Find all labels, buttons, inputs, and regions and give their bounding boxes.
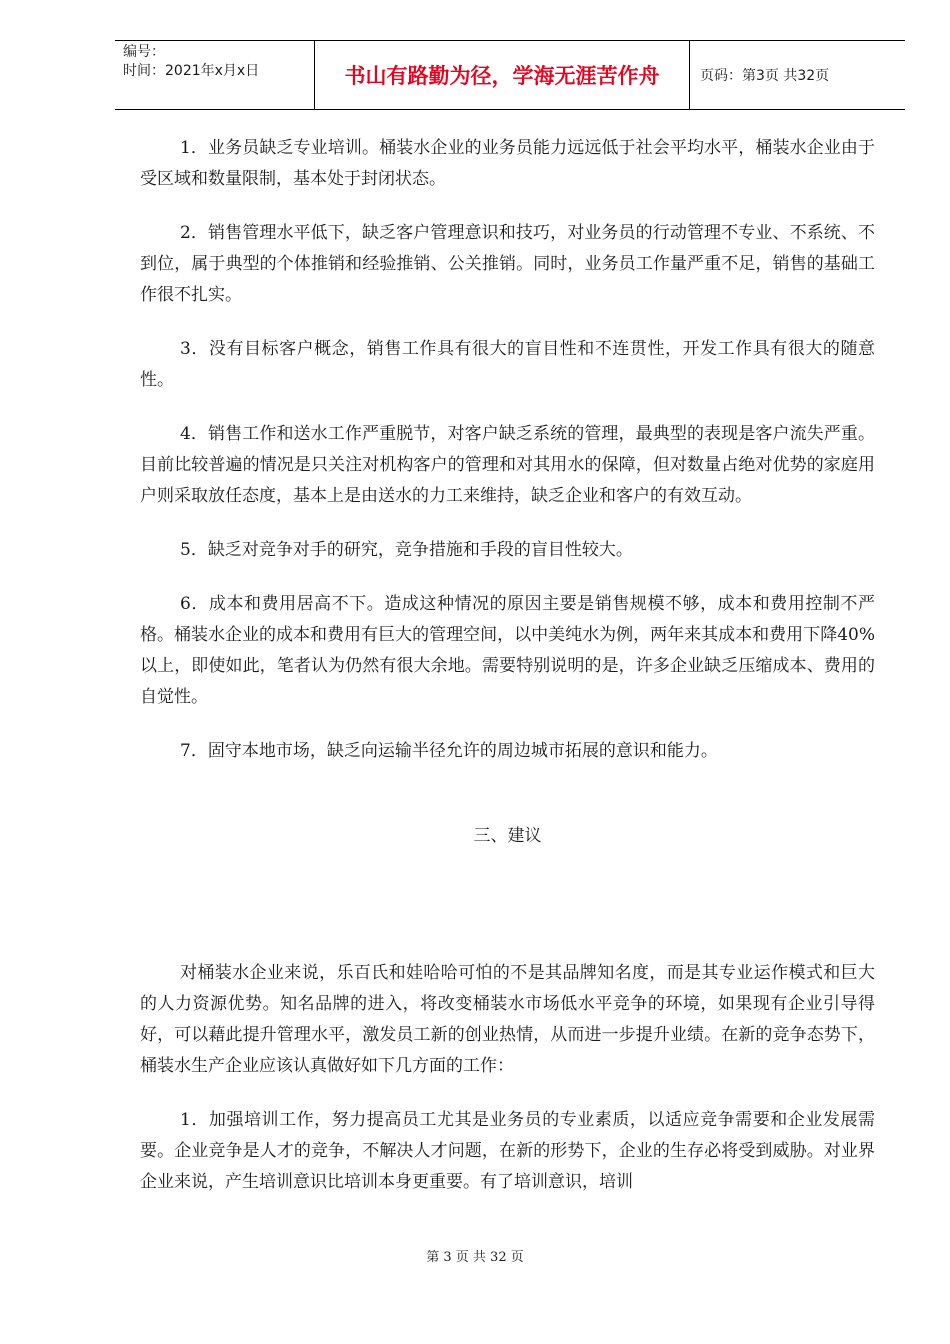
document-body bbox=[140, 133, 875, 1221]
paragraph: 7．固守本地市场，缺乏向运输半径允许的周边城市拓展的意识和能力。 bbox=[180, 741, 718, 761]
page-footer: 第 3 页 共 32 页 bbox=[426, 1250, 524, 1265]
paragraph: 4．销售工作和送水工作严重脱节，对客户缺乏系统的管理，最典型的表现是客户流失严重。目前比较普遍的情况是只关注对机构客户的管理和对其用水的保障，但对数量占绝对优势的家庭用户则采取放任态度，基本上是由送水的力工来维持，缺乏企业和客户的有效互动。 bbox=[140, 424, 875, 506]
paragraph: 2．销售管理水平低下，缺乏客户管理意识和技巧，对业务员的行动管理不专业、不系统、不到位，属于典型的个体推销和经验推销、公关推销。同时，业务员工作量严重不足，销售的基础工作很不扎实。 bbox=[140, 223, 875, 305]
paragraph: 6．成本和费用居高不下。造成这种情况的原因主要是销售规模不够，成本和费用控制不严格。桶装水企业的成本和费用有巨大的管理空间，以中美纯水为例，两年来其成本和费用下降40%以上，即使如此，笔者认为仍然有很大余地。需要特别说明的是，许多企业缺乏压缩成本、费用的自觉性。 bbox=[140, 594, 875, 707]
header-page-info bbox=[690, 41, 905, 109]
paragraph: 5．缺乏对竞争对手的研究，竞争措施和手段的盲目性较大。 bbox=[180, 540, 633, 560]
time-label: 时间：2021年x月x日 bbox=[123, 63, 260, 79]
page-info-text: 页码：第3页 共32页 bbox=[700, 68, 830, 84]
header-meta bbox=[115, 41, 315, 109]
header-motto-cell bbox=[315, 41, 690, 109]
paragraph: 1．业务员缺乏专业培训。桶装水企业的业务员能力远远低于社会平均水平，桶装水企业由于受区域和数量限制，基本处于封闭状态。 bbox=[140, 138, 875, 189]
motto-text: 书山有路勤为径，学海无涯苦作舟 bbox=[344, 63, 660, 88]
suggestion-item: 1．加强培训工作，努力提高员工尤其是业务员的专业素质，以适应竞争需要和企业发展需要。企业竞争是人才的竞争，不解决人才问题，在新的形势下，企业的生存必将受到威胁。对业界企业来说，产生培训意识比培训本身更重要。有了培训意识，培训 bbox=[140, 1110, 875, 1192]
document-header bbox=[115, 40, 905, 110]
paragraph: 3．没有目标客户概念，销售工作具有很大的盲目性和不连贯性，开发工作具有很大的随意性。 bbox=[140, 339, 875, 390]
suggestion-intro: 对桶装水企业来说，乐百氏和娃哈哈可怕的不是其品牌知名度，而是其专业运作模式和巨大的人力资源优势。知名品牌的进入，将改变桶装水市场低水平竞争的环境，如果现有企业引导得好，可以藉此提升管理水平，激发员工新的创业热情，从而进一步提升业绩。在新的竞争态势下，桶装水生产企业应该认真做好如下几方面的工作： bbox=[140, 963, 875, 1076]
section-title: 三、建议 bbox=[473, 826, 542, 846]
number-label: 编号： bbox=[123, 44, 165, 60]
